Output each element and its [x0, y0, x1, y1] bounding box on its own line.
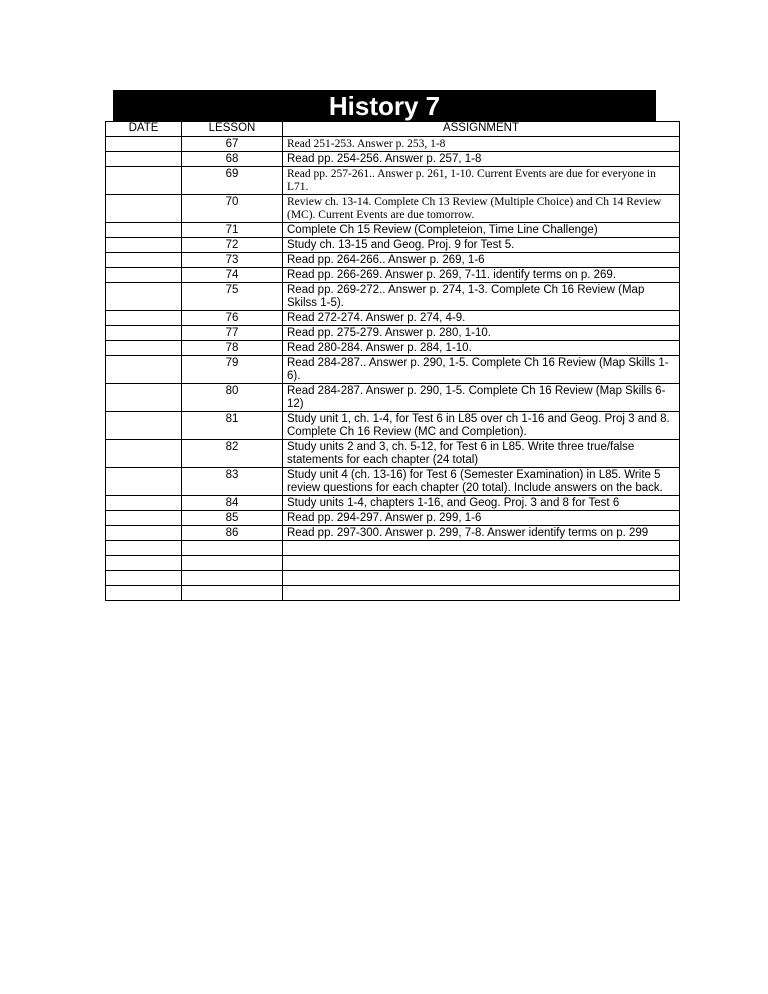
assignment-cell: Read pp. 297-300. Answer p. 299, 7-8. Answer identify terms on p. 299	[283, 526, 680, 541]
lesson-cell: 73	[182, 253, 283, 268]
lesson-cell: 79	[182, 356, 283, 384]
lesson-cell: 74	[182, 268, 283, 283]
date-cell	[106, 311, 182, 326]
table-row	[106, 253, 680, 268]
empty-cell	[182, 571, 283, 586]
lesson-cell: 80	[182, 384, 283, 412]
date-cell	[106, 341, 182, 356]
date-cell	[106, 526, 182, 541]
lesson-cell: 69	[182, 167, 283, 195]
lesson-cell: 72	[182, 238, 283, 253]
table-row	[106, 311, 680, 326]
assignment-cell: Read pp. 257-261.. Answer p. 261, 1-10. Current Events are due for everyone in L71.	[283, 167, 680, 195]
table-row	[106, 468, 680, 496]
date-cell	[106, 137, 182, 152]
table-row	[106, 341, 680, 356]
table-header-row	[106, 122, 680, 137]
date-cell	[106, 283, 182, 311]
lesson-cell: 70	[182, 195, 283, 223]
assignment-cell: Study ch. 13-15 and Geog. Proj. 9 for Test 5.	[283, 238, 680, 253]
empty-row	[106, 571, 680, 586]
assignment-cell: Study units 2 and 3, ch. 5-12, for Test 6 in L85. Write three true/false statements for each chapter (24 total)	[283, 440, 680, 468]
table-row	[106, 412, 680, 440]
table-row	[106, 356, 680, 384]
table-row	[106, 496, 680, 511]
date-cell	[106, 167, 182, 195]
empty-cell	[106, 556, 182, 571]
date-cell	[106, 152, 182, 167]
assignment-cell: Read pp. 294-297. Answer p. 299, 1-6	[283, 511, 680, 526]
assignment-cell: Study units 1-4, chapters 1-16, and Geog. Proj. 3 and 8 for Test 6	[283, 496, 680, 511]
assignment-cell: Read pp. 269-272.. Answer p. 274, 1-3. Complete Ch 16 Review (Map Skilss 1-5).	[283, 283, 680, 311]
date-cell	[106, 253, 182, 268]
table-row	[106, 283, 680, 311]
empty-cell	[283, 586, 680, 601]
date-cell	[106, 511, 182, 526]
assignment-table	[105, 121, 680, 601]
table-row	[106, 195, 680, 223]
lesson-cell: 81	[182, 412, 283, 440]
table-row	[106, 440, 680, 468]
date-cell	[106, 268, 182, 283]
assignment-cell: Read pp. 275-279. Answer p. 280, 1-10.	[283, 326, 680, 341]
lesson-cell: 86	[182, 526, 283, 541]
table-body	[106, 137, 680, 601]
lesson-cell: 68	[182, 152, 283, 167]
assignment-cell: Complete Ch 15 Review (Completeion, Time Line Challenge)	[283, 223, 680, 238]
empty-row	[106, 541, 680, 556]
assignment-cell: Read 280-284. Answer p. 284, 1-10.	[283, 341, 680, 356]
date-cell	[106, 223, 182, 238]
date-cell	[106, 468, 182, 496]
empty-cell	[283, 556, 680, 571]
lesson-cell: 76	[182, 311, 283, 326]
column-header-assignment: ASSIGNMENT	[283, 122, 680, 137]
empty-cell	[106, 586, 182, 601]
table-row	[106, 268, 680, 283]
column-header-date: DATE	[106, 122, 182, 137]
assignment-cell: Read 284-287. Answer p. 290, 1-5. Complete Ch 16 Review (Map Skills 6-12)	[283, 384, 680, 412]
empty-row	[106, 586, 680, 601]
empty-cell	[283, 541, 680, 556]
date-cell	[106, 238, 182, 253]
table-row	[106, 167, 680, 195]
empty-cell	[182, 541, 283, 556]
assignment-cell: Read pp. 254-256. Answer p. 257, 1-8	[283, 152, 680, 167]
date-cell	[106, 496, 182, 511]
assignment-cell: Read 251-253. Answer p. 253, 1-8	[283, 137, 680, 152]
empty-cell	[182, 556, 283, 571]
date-cell	[106, 440, 182, 468]
date-cell	[106, 412, 182, 440]
table-row	[106, 238, 680, 253]
lesson-cell: 82	[182, 440, 283, 468]
lesson-cell: 78	[182, 341, 283, 356]
assignment-cell: Read 272-274. Answer p. 274, 4-9.	[283, 311, 680, 326]
table-row	[106, 152, 680, 167]
table-row	[106, 137, 680, 152]
assignment-cell: Read pp. 266-269. Answer p. 269, 7-11. identify terms on p. 269.	[283, 268, 680, 283]
column-header-lesson: LESSON	[182, 122, 283, 137]
date-cell	[106, 195, 182, 223]
lesson-cell: 85	[182, 511, 283, 526]
page-title: History 7	[113, 90, 656, 121]
assignment-cell: Read pp. 264-266.. Answer p. 269, 1-6	[283, 253, 680, 268]
assignment-cell: Review ch. 13-14. Complete Ch 13 Review (Multiple Choice) and Ch 14 Review (MC). Current Events are due tomorrow.	[283, 195, 680, 223]
lesson-cell: 77	[182, 326, 283, 341]
table-row	[106, 511, 680, 526]
assignment-cell: Study unit 1, ch. 1-4, for Test 6 in L85 over ch 1-16 and Geog. Proj 3 and 8. Complete Ch 16 Review (MC and Completion).	[283, 412, 680, 440]
date-cell	[106, 384, 182, 412]
assignment-cell: Study unit 4 (ch. 13-16) for Test 6 (Semester Examination) in L85. Write 5 review questions for each chapter (20 total). Include answers on the back.	[283, 468, 680, 496]
lesson-cell: 84	[182, 496, 283, 511]
table-row	[106, 326, 680, 341]
lesson-cell: 75	[182, 283, 283, 311]
lesson-cell: 71	[182, 223, 283, 238]
lesson-cell: 83	[182, 468, 283, 496]
empty-cell	[182, 586, 283, 601]
lesson-cell: 67	[182, 137, 283, 152]
table-row	[106, 526, 680, 541]
empty-cell	[283, 571, 680, 586]
table-row	[106, 223, 680, 238]
date-cell	[106, 326, 182, 341]
empty-row	[106, 556, 680, 571]
date-cell	[106, 356, 182, 384]
empty-cell	[106, 541, 182, 556]
table-row	[106, 384, 680, 412]
empty-cell	[106, 571, 182, 586]
assignment-cell: Read 284-287.. Answer p. 290, 1-5. Complete Ch 16 Review (Map Skills 1-6).	[283, 356, 680, 384]
